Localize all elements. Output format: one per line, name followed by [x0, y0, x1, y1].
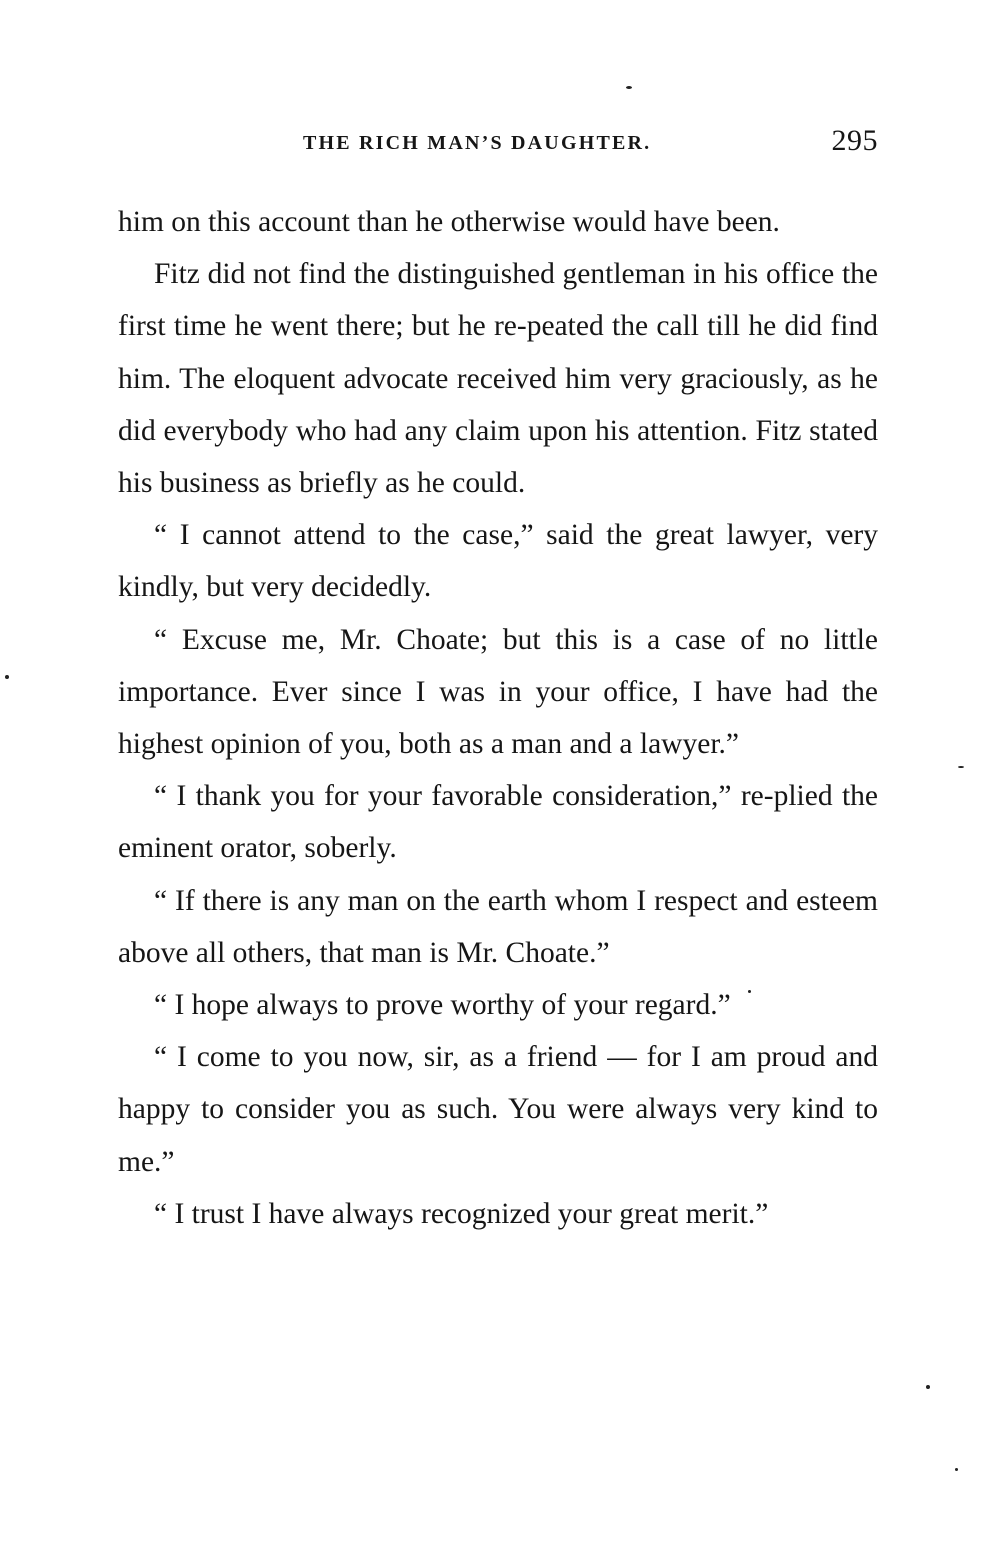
scan-speck [626, 86, 632, 89]
scan-speck [926, 1385, 930, 1389]
running-title: THE RICH MAN’S DAUGHTER. [303, 132, 652, 154]
scan-speck [955, 1468, 958, 1471]
paragraph-dialogue: “ I cannot attend to the case,” said the great lawyer, very kindly, but very decidedly. [118, 519, 878, 604]
scan-speck [958, 766, 964, 768]
running-head [120, 122, 878, 162]
scan-speck [748, 990, 751, 993]
paragraph: Fitz did not find the distinguished gentleman in his office the first time he went there; but he re-peated the call till he did find him. The eloquent advocate received him very graciously, as he did everybody who had any claim upon his attention. Fitz stated his business as briefly as he could. [118, 258, 878, 500]
paragraph-dialogue: “ I trust I have always recognized your great merit.” [154, 1197, 769, 1230]
body-text [118, 196, 878, 1240]
paragraph-dialogue: “ If there is any man on the earth whom I respect and esteem above all others, that man is Mr. Choate.” [118, 884, 878, 969]
paragraph-dialogue: “ I come to you now, sir, as a friend — for I am proud and happy to consider you as such. You were always very kind to me.” [118, 1041, 878, 1178]
page-number: 295 [831, 124, 878, 157]
paragraph-dialogue: “ I thank you for your favorable consideration,” re-plied the eminent orator, soberly. [118, 780, 878, 865]
paragraph-dialogue: “ I hope always to prove worthy of your regard.” [154, 989, 731, 1022]
paragraph-dialogue: “ Excuse me, Mr. Choate; but this is a case of no little importance. Ever since I was in your office, I have had the highest opinion of you, both as a man and a lawyer.” [118, 623, 878, 761]
scan-speck [5, 675, 9, 679]
paragraph-continued: him on this account than he otherwise would have been. [118, 206, 780, 238]
